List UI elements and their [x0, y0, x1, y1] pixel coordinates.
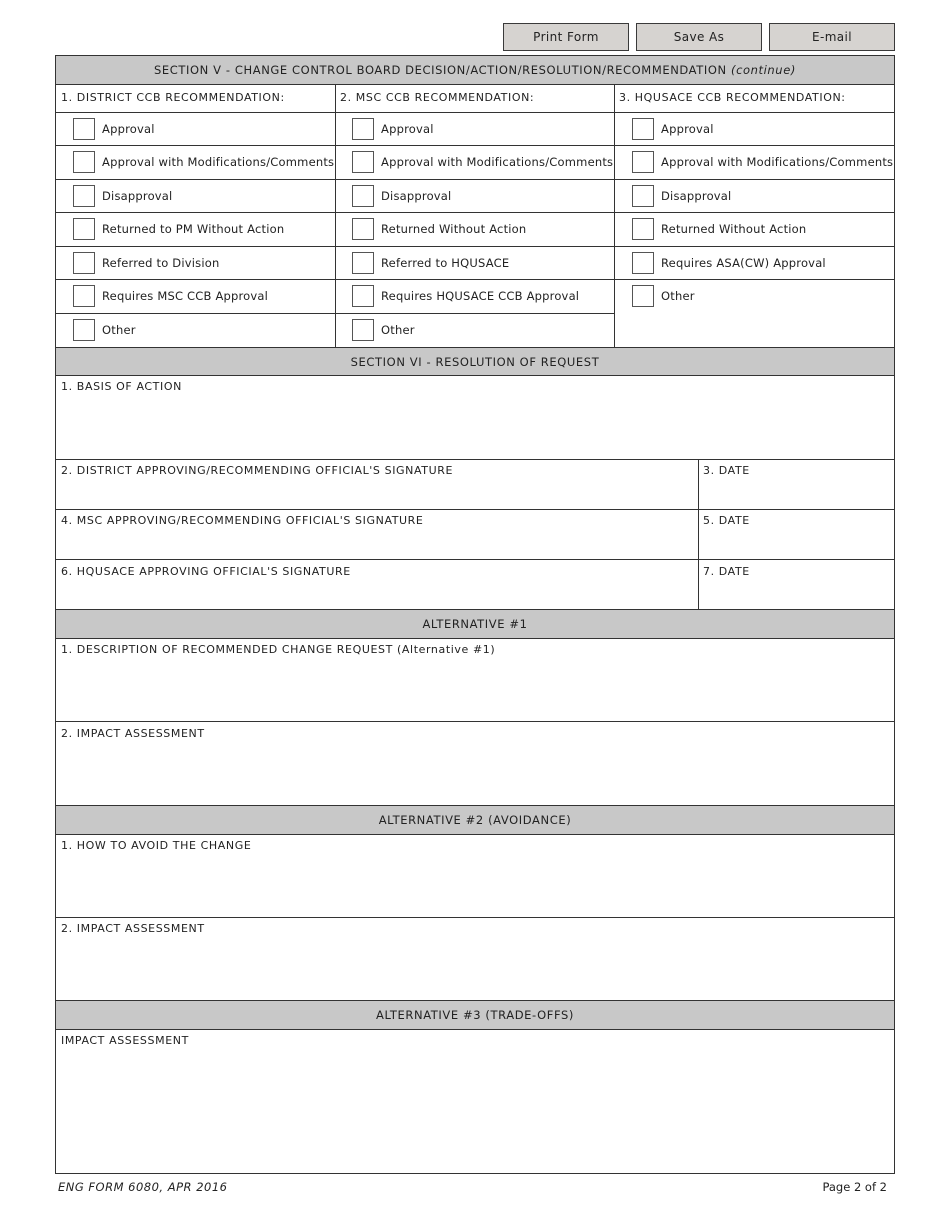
alt2-impact-label: 2. IMPACT ASSESSMENT: [61, 922, 205, 935]
row-divider: [56, 459, 894, 460]
date-7-label: 7. DATE: [703, 565, 750, 578]
hq-approval-checkbox[interactable]: [632, 118, 654, 140]
basis-of-action-label: 1. BASIS OF ACTION: [61, 380, 182, 393]
district-signature-label: 2. DISTRICT APPROVING/RECOMMENDING OFFICIAL'S SIGNATURE: [61, 464, 454, 477]
district-signature-field[interactable]: [56, 478, 696, 508]
hq-other-checkbox[interactable]: [632, 285, 654, 307]
row-divider: [56, 279, 894, 280]
alt3-impact-label: IMPACT ASSESSMENT: [61, 1034, 189, 1047]
section-5-title-suffix: (continue): [730, 63, 796, 77]
alternative-1-title: ALTERNATIVE #1: [422, 617, 528, 631]
msc-disapproval-checkbox[interactable]: [352, 185, 374, 207]
hq-returned-checkbox[interactable]: [632, 218, 654, 240]
form-identifier: ENG FORM 6080, APR 2016: [58, 1180, 228, 1194]
print-form-button[interactable]: Print Form: [503, 23, 629, 51]
section-5-title: SECTION V - CHANGE CONTROL BOARD DECISION/ACTION/RESOLUTION/RECOMMENDATION: [154, 63, 727, 77]
hqusace-signature-field[interactable]: [56, 579, 696, 609]
form-action-buttons: [503, 23, 895, 51]
district-returned-label: Returned to PM Without Action: [102, 222, 285, 236]
district-referred-checkbox[interactable]: [73, 252, 95, 274]
hq-disapproval-checkbox[interactable]: [632, 185, 654, 207]
date-column-divider: [698, 459, 699, 609]
section-6-header: [56, 347, 894, 376]
msc-signature-field[interactable]: [56, 528, 696, 558]
hqusace-ccb-header: 3. HQUSACE CCB RECOMMENDATION:: [619, 91, 846, 104]
alt1-impact-field[interactable]: [56, 741, 894, 804]
date-3-label: 3. DATE: [703, 464, 750, 477]
district-referred-label: Referred to Division: [102, 256, 220, 270]
email-button[interactable]: E-mail: [769, 23, 895, 51]
eng-form-6080-page-2: [55, 55, 895, 1174]
alternative-3-title: ALTERNATIVE #3 (TRADE-OFFS): [376, 1008, 574, 1022]
alternative-1-header: [56, 609, 894, 639]
district-approval-checkbox[interactable]: [73, 118, 95, 140]
date-5-label: 5. DATE: [703, 514, 750, 527]
district-other-checkbox[interactable]: [73, 319, 95, 341]
msc-referred-label: Referred to HQUSACE: [381, 256, 510, 270]
msc-signature-label: 4. MSC APPROVING/RECOMMENDING OFFICIAL'S SIGNATURE: [61, 514, 424, 527]
msc-other-checkbox[interactable]: [352, 319, 374, 341]
msc-referred-checkbox[interactable]: [352, 252, 374, 274]
section-5-header: [56, 56, 894, 85]
date-7-field[interactable]: [700, 579, 894, 609]
alt3-impact-field[interactable]: [56, 1048, 894, 1172]
date-5-field[interactable]: [700, 528, 894, 558]
alternative-2-header: [56, 805, 894, 835]
row-divider: [56, 721, 894, 722]
hq-disapproval-label: Disapproval: [661, 189, 732, 203]
alt2-impact-field[interactable]: [56, 936, 894, 999]
msc-approval-mod-label: Approval with Modifications/Comments: [381, 155, 614, 169]
hq-requires-asa-label: Requires ASA(CW) Approval: [661, 256, 826, 270]
alt1-impact-label: 2. IMPACT ASSESSMENT: [61, 727, 205, 740]
row-divider: [56, 509, 894, 510]
row-divider: [56, 917, 894, 918]
district-approval-mod-label: Approval with Modifications/Comments: [102, 155, 335, 169]
alt1-description-field[interactable]: [56, 657, 894, 720]
row-divider: [56, 246, 894, 247]
row-divider: [56, 212, 894, 213]
district-ccb-header: 1. DISTRICT CCB RECOMMENDATION:: [61, 91, 285, 104]
row-divider: [56, 313, 615, 314]
row-divider: [56, 112, 894, 113]
alternative-2-title: ALTERNATIVE #2 (AVOIDANCE): [378, 813, 572, 827]
district-requires-msc-checkbox[interactable]: [73, 285, 95, 307]
column-divider: [335, 84, 336, 347]
district-requires-msc-label: Requires MSC CCB Approval: [102, 289, 269, 303]
hq-approval-mod-checkbox[interactable]: [632, 151, 654, 173]
hq-other-label: Other: [661, 289, 695, 303]
row-divider: [56, 179, 894, 180]
hqusace-signature-label: 6. HQUSACE APPROVING OFFICIAL'S SIGNATURE: [61, 565, 351, 578]
district-approval-mod-checkbox[interactable]: [73, 151, 95, 173]
district-returned-checkbox[interactable]: [73, 218, 95, 240]
alternative-3-header: [56, 1000, 894, 1030]
save-as-button[interactable]: Save As: [636, 23, 762, 51]
msc-requires-hq-checkbox[interactable]: [352, 285, 374, 307]
hq-returned-label: Returned Without Action: [661, 222, 807, 236]
hq-approval-mod-label: Approval with Modifications/Comments: [661, 155, 894, 169]
msc-approval-mod-checkbox[interactable]: [352, 151, 374, 173]
row-divider: [56, 145, 894, 146]
alt1-description-label: 1. DESCRIPTION OF RECOMMENDED CHANGE REQUEST (Alternative #1): [61, 643, 496, 656]
basis-of-action-field[interactable]: [56, 394, 894, 458]
msc-approval-checkbox[interactable]: [352, 118, 374, 140]
district-disapproval-checkbox[interactable]: [73, 185, 95, 207]
msc-disapproval-label: Disapproval: [381, 189, 452, 203]
date-3-field[interactable]: [700, 478, 894, 508]
msc-approval-label: Approval: [381, 122, 434, 136]
district-other-label: Other: [102, 323, 136, 337]
msc-ccb-header: 2. MSC CCB RECOMMENDATION:: [340, 91, 535, 104]
row-divider: [56, 559, 894, 560]
msc-returned-label: Returned Without Action: [381, 222, 527, 236]
district-approval-label: Approval: [102, 122, 155, 136]
district-disapproval-label: Disapproval: [102, 189, 173, 203]
page-number: Page 2 of 2: [822, 1180, 887, 1194]
column-divider: [614, 84, 615, 347]
section-6-title: SECTION VI - RESOLUTION OF REQUEST: [350, 354, 600, 369]
alt2-how-field[interactable]: [56, 853, 894, 916]
msc-other-label: Other: [381, 323, 415, 337]
hq-requires-asa-checkbox[interactable]: [632, 252, 654, 274]
hq-approval-label: Approval: [661, 122, 714, 136]
msc-requires-hq-label: Requires HQUSACE CCB Approval: [381, 289, 580, 303]
alt2-how-label: 1. HOW TO AVOID THE CHANGE: [61, 839, 252, 852]
msc-returned-checkbox[interactable]: [352, 218, 374, 240]
